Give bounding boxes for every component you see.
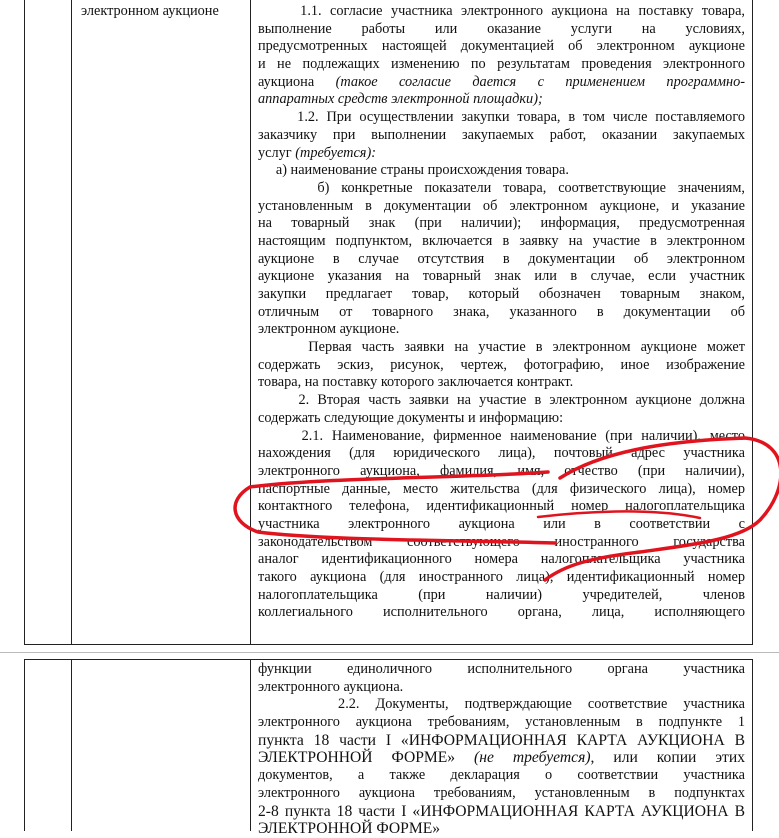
table2-col-divider-2 xyxy=(250,659,251,831)
text-run: электронного аукциона требованиям, установленным в подпунктах xyxy=(258,784,745,801)
text-line xyxy=(258,215,745,233)
text-run: участника электронного аукциона или в соответствии с xyxy=(258,515,745,532)
text-line xyxy=(258,74,745,92)
text-line xyxy=(258,233,745,251)
text-run: отличным от товарного знака, указанного в документации об xyxy=(258,303,745,320)
text-line xyxy=(258,587,745,605)
text-line xyxy=(258,145,745,163)
text-run: электронного аукциона. xyxy=(258,678,404,695)
text-run: коллегиального исполнительного органа, лица, исполняющего xyxy=(258,604,745,621)
text-run: содержать следующие документы и информацию: xyxy=(258,409,564,426)
text-line xyxy=(258,767,745,785)
text-run: электронного аукциона требованиям, установленным в подпункте 1 xyxy=(258,714,745,731)
text-run: законодательством соответствующего иностранного государства xyxy=(258,533,745,550)
text-line xyxy=(258,498,745,516)
text-line xyxy=(258,749,745,767)
text-line xyxy=(258,374,745,392)
text-run: 2.2. Документы, подтверждающие соответствие участника xyxy=(258,696,745,713)
text-line xyxy=(258,268,745,286)
text-run: функции единоличного исполнительного органа участника xyxy=(258,661,745,677)
text-line xyxy=(258,56,745,74)
text-run: Первая часть заявки на участие в электронном аукционе может xyxy=(258,339,745,356)
text-run: аукциона xyxy=(258,73,315,90)
text-run: электронном аукционе. xyxy=(258,321,400,338)
italic-text-run: (такое согласие дается с применением программно- xyxy=(314,73,745,90)
text-run: , или копии этих xyxy=(590,749,745,767)
text-run: настоящим подпунктом, включается в заявку на участие в электронном xyxy=(258,232,745,249)
text-line xyxy=(258,463,745,481)
text-line xyxy=(258,3,745,21)
text-run: аналог идентификационного номера налогоплательщика участника xyxy=(258,551,745,568)
text-line xyxy=(258,714,745,732)
table2-col-divider-1 xyxy=(71,659,72,831)
text-run: а) наименование страны происхождения товара. xyxy=(258,162,569,179)
text-run: ЭЛЕКТРОННОЙ ФОРМЕ» xyxy=(258,820,441,838)
text-line xyxy=(258,251,745,269)
table1-left-border xyxy=(24,0,25,645)
text-line xyxy=(258,321,745,339)
text-line xyxy=(258,551,745,569)
italic-text-run: аппаратных средств электронной площадки); xyxy=(258,91,543,108)
text-line xyxy=(258,339,745,357)
text-line xyxy=(258,785,745,803)
text-line xyxy=(258,661,745,679)
text-line xyxy=(258,198,745,216)
text-run: услуг xyxy=(258,144,292,161)
left-cell-text: электронном аукционе xyxy=(81,3,219,19)
text-line xyxy=(258,820,745,838)
document-body-bottom xyxy=(258,661,745,838)
table2-left-border xyxy=(24,659,25,831)
text-run: паспортные данные, место жительства (для физического лица), номер xyxy=(258,480,745,497)
text-run: 2. Вторая часть заявки на участие в электронном аукционе должна xyxy=(258,392,745,409)
table1-col-divider-1 xyxy=(71,0,72,645)
text-run: 1.1. согласие участника электронного аукциона на поставку товара, xyxy=(258,3,745,19)
text-line xyxy=(258,732,745,750)
text-run: заказчику при выполнении закупаемых работ, оказании закупаемых xyxy=(258,126,745,143)
text-run: выполнение работы или оказание услуги на условиях, xyxy=(258,20,745,37)
text-run: документов, а также декларация о соответствии участника xyxy=(258,767,745,784)
text-line xyxy=(258,534,745,552)
text-run: нахождения (для юридического лица), почтовый адрес участника xyxy=(258,445,745,462)
text-line xyxy=(258,109,745,127)
text-run: пункта 18 части I «ИНФОРМАЦИОННАЯ КАРТА АУКЦИОНА В xyxy=(258,731,745,749)
text-line xyxy=(258,91,745,109)
text-line xyxy=(258,180,745,198)
document-body-top xyxy=(258,3,745,622)
text-run: установленным в документации об электронном аукционе, и указание xyxy=(258,197,745,214)
text-line xyxy=(258,38,745,56)
text-line xyxy=(258,410,745,428)
text-line xyxy=(258,516,745,534)
text-run: 2.1. Наименование, фирменное наименование (при наличии), место xyxy=(258,427,745,444)
text-line xyxy=(258,428,745,446)
text-run: закупки предлагает товар, который обозначен товарным знаком, xyxy=(258,286,745,302)
text-line xyxy=(258,569,745,587)
text-line xyxy=(258,357,745,375)
text-run: и не подлежащих изменению по результатам проведения электронного xyxy=(258,56,745,73)
text-run: такого аукциона (для иностранного лица), идентификационный номер xyxy=(258,569,745,585)
text-run: налогоплательщика (при наличии) учредителей, членов xyxy=(258,586,745,603)
table2-top-border xyxy=(24,659,753,660)
text-run: аукционе в случае отсутствия в документации об электронном xyxy=(258,250,745,267)
table1-right-border xyxy=(752,0,753,645)
text-run: ЭЛЕКТРОННОЙ ФОРМЕ» xyxy=(258,749,456,767)
text-line xyxy=(258,803,745,821)
text-run: на товарный знак (при наличии); информация, предусмотренная xyxy=(258,215,745,232)
text-run: товара, на поставку которого заключается контракт. xyxy=(258,374,574,391)
text-run: содержать эскиз, рисунок, чертеж, фотографию, иное изображение xyxy=(258,356,745,373)
text-line xyxy=(258,21,745,39)
text-line xyxy=(258,286,745,304)
text-line xyxy=(258,127,745,145)
table1-col-divider-2 xyxy=(250,0,251,645)
text-line xyxy=(258,679,745,697)
text-run: контактного телефона, идентификационный номер налогоплательщика xyxy=(258,498,745,515)
text-run: 1.2. При осуществлении закупки товара, в том числе поставляемого xyxy=(258,109,745,126)
italic-text-run: (не требуется) xyxy=(455,749,591,767)
table1-bottom-border xyxy=(24,644,753,645)
table2-right-border xyxy=(752,659,753,831)
text-run: предусмотренных настоящей документацией об электронном аукционе xyxy=(258,38,745,55)
text-line xyxy=(258,604,745,622)
text-line xyxy=(258,392,745,410)
text-run: аукционе указания на товарный знак или в случае, если участник xyxy=(258,268,745,285)
text-run: б) конкретные показатели товара, соответствующие значениям, xyxy=(258,179,745,196)
text-line xyxy=(258,696,745,714)
text-run: электронного аукциона, фамилия, имя, отчество (при наличии), xyxy=(258,462,745,479)
page-separator xyxy=(0,652,779,653)
text-line xyxy=(258,481,745,499)
italic-text-run: (требуется): xyxy=(291,144,376,161)
text-run: 2-8 пункта 18 части I «ИНФОРМАЦИОННАЯ КАРТА АУКЦИОНА В xyxy=(258,802,745,820)
text-line xyxy=(258,304,745,322)
text-line xyxy=(258,162,745,180)
text-line xyxy=(258,445,745,463)
